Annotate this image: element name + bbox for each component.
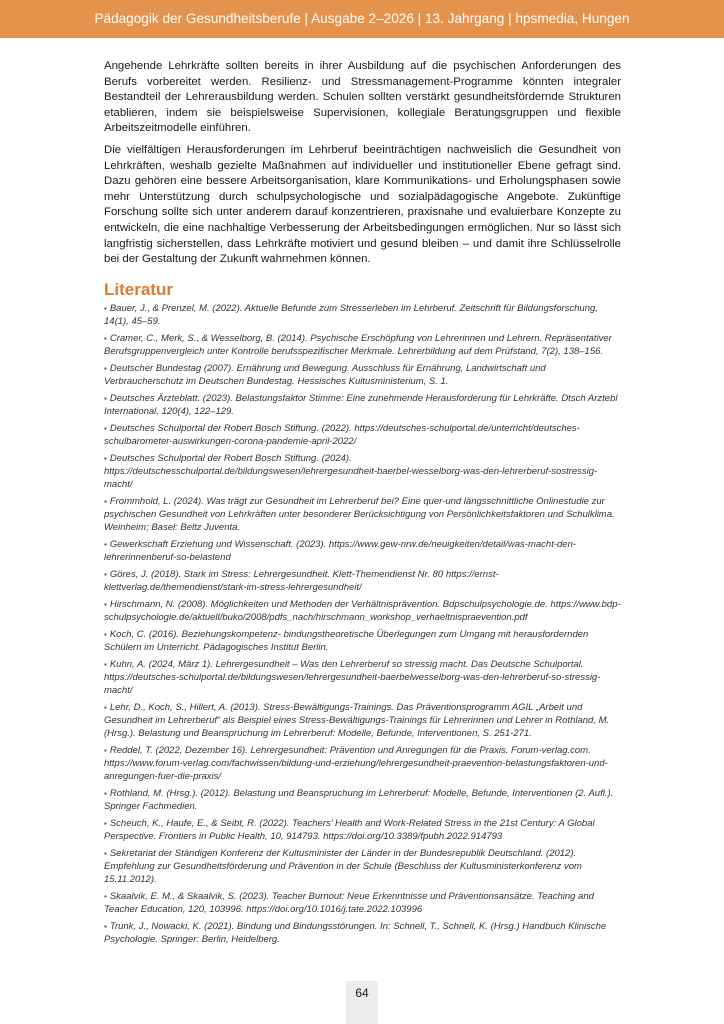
reference-item	[104, 788, 621, 814]
reference-item	[104, 745, 621, 783]
bullet-icon: ▪	[104, 922, 107, 932]
bullet-icon: ▪	[104, 539, 107, 549]
bullet-icon: ▪	[104, 497, 107, 507]
reference-text: Sekretariat der Ständigen Konferenz der Kultusminister der Länder in der Bundesrepublik Deutschland. (2012). Empfehlung zur Gesundheitsförderung und Prävention in der Schule (Beschluss der Kultusministerkonferenz vom 15.11.2012).	[104, 848, 582, 885]
literature-heading: Literatur	[104, 279, 173, 299]
reference-text: Reddel, T. (2022, Dezember 16). Lehrergesundheit: Prävention und Anregungen für die Praxis. Forum-verlag.com. https://www.forum-verlag.com/fachwissen/bildung-und-erziehung/lehrergesundheit-praevention-belastungsfaktoren-und-anregungen-fuer-die-praxis/	[104, 745, 608, 782]
body-paragraph: Die vielfältigen Herausforderungen im Lehrberuf beeinträchtigen nachweislich die Gesundheit von Lehrkräften, weshalb gezielte Maßnahmen auf individueller und institutioneller Ebene gefragt sind. Dazu gehören eine bessere Arbeitsorganisation, klare Kommunikations- und Erholungsphasen sowie mehr Unterstützung durch schulpsychologische und sozialpädagogische Angebote. Zukünftige Forschung sollte sich unter anderem darauf konzentrieren, praxisnahe und evaluierbare Konzepte zu entwickeln, die eine nachhaltige Verbesserung der Arbeitsbedingungen ermöglichen. Nur so lässt sich langfristig sicherstellen, dass Lehrkräfte motiviert und gesund bleiben – und damit ihre Schlüsselrolle bei der Gestaltung der Zukunft wahrnehmen können.	[104, 143, 621, 266]
bullet-icon: ▪	[104, 819, 107, 829]
reference-text: Deutscher Bundestag (2007). Ernährung und Bewegung. Ausschluss für Ernährung, Landwirtschaft und Verbraucherschutz im Deutschen Bundestag. Hessisches Kultusministerium, S. 1.	[104, 362, 546, 387]
reference-item	[104, 333, 621, 359]
journal-header-text: Pädagogik der Gesundheitsberufe | Ausgabe 2–2026 | 13. Jahrgang | hpsmedia, Hungen	[94, 11, 630, 26]
bullet-icon: ▪	[104, 363, 107, 373]
reference-item	[104, 848, 621, 886]
body-paragraph: Angehende Lehrkräfte sollten bereits in ihrer Ausbildung auf die psychischen Anforderungen des Berufs vorbereitet werden. Resilienz- und Stressmanagement-Programme könnten integraler Bestandteil der Lehrerausbildung werden. Schulen sollten verstärkt gesundheitsfördernde Strukturen etablieren, indem sie beispielsweise Supervisionen, kollegiale Beratungsgruppen und flexible Arbeitszeitmodelle einführen.	[104, 60, 621, 135]
page-number-box	[346, 981, 378, 1024]
reference-item	[104, 423, 621, 449]
reference-item	[104, 599, 621, 625]
bullet-icon: ▪	[104, 849, 107, 859]
journal-header	[0, 0, 724, 38]
reference-text: Frommhold, L. (2024). Was trägt zur Gesundheit im Lehrerberuf bei? Eine quer-und längsschnittliche Onlinestudie zur psychischen Gesundheit von Lehrkräften unter besonderer Berücksichtigung von Persönlichkeitsfaktoren und Schulklima. Weinheim; Basel: Beltz Juventa.	[104, 496, 615, 533]
article-content	[104, 59, 621, 951]
page-number: 64	[355, 986, 369, 1000]
reference-item	[104, 921, 621, 947]
bullet-icon: ▪	[104, 789, 107, 799]
bullet-icon: ▪	[104, 333, 107, 343]
bullet-icon: ▪	[104, 746, 107, 756]
reference-text: Trunk, J., Nowacki, K. (2021). Bindung und Bindungsstörungen. In: Schnell, T., Schnell, K. (Hrsg.) Handbuch Klinische Psychologie. Springer: Berlin, Heidelberg.	[104, 921, 607, 945]
bullet-icon: ▪	[104, 394, 107, 403]
reference-text: Koch, C. (2016). Beziehungskompetenz- bindungstheoretische Überlegungen zum Umgang mit herausfordernden Schülern im Unterricht. Pädagogisches Institut Berlin.	[104, 629, 589, 654]
reference-item	[104, 303, 621, 329]
bullet-icon: ▪	[104, 660, 107, 670]
reference-item	[104, 539, 621, 565]
reference-list	[104, 303, 621, 947]
reference-text: Scheuch, K., Haufe, E., & Seibt, R. (2022). Teachers’ Health and Work-Related Stress in the 21st Century: A Global Perspective. Frontiers in Public Health, 10, 914793. https://doi.org/10.3389/fpubh.2022.914793	[104, 818, 595, 842]
reference-item	[104, 629, 621, 655]
reference-text: Bauer, J., & Prenzel, M. (2022). Aktuelle Befunde zum Stresserleben im Lehrberuf. Zeitschrift für Bildungsforschung, 14(1), 45–59.	[104, 302, 598, 327]
reference-item	[104, 363, 621, 389]
reference-item	[104, 453, 621, 491]
reference-item	[104, 818, 621, 844]
reference-item	[104, 569, 621, 595]
reference-text: Cramer, C., Merk, S., & Wesselborg, B. (2014). Psychische Erschöpfung von Lehrerinnen und Lehrern. Repräsentativer Berufsgruppenvergleich unter Kontrolle berufsspezifischer Merkmale. Lehrerbildung auf dem Prüfstand, 7(2), 138–156.	[104, 332, 612, 357]
reference-text: Hirschmann, N. (2008). Möglichkeiten und Methoden der Verhältnisprävention. Bdpschulpsychologie.de. https://www.bdp-schulpsychologie.de/aktuell/buko/2008/pdfs_nach/hirschmann_workshop_verhaeltnispraevention.pdf	[104, 599, 621, 623]
bullet-icon: ▪	[104, 303, 107, 313]
reference-text: Deutsches Ärzteblatt. (2023). Belastungsfaktor Stimme: Eine zunehmende Herausforderung für Lehrkräfte. Dtsch Arztebl International, 120(4), 122–129.	[104, 393, 618, 417]
reference-text: Deutsches Schulportal der Robert Bosch Stiftung. (2024). https://deutschesschulportal.de/bildungswesen/lehrergesundheit-baerbel-wesselborg-was-den-lehrerberuf-sostressig-macht/	[104, 453, 598, 490]
reference-item	[104, 659, 621, 697]
reference-item	[104, 702, 621, 740]
reference-text: Deutsches Schulportal der Robert Bosch Stiftung. (2022). https://deutsches-schulportal.de/unterricht/deutsches-schulbarometer-auswirkungen-corona-pandemie-april-2022/	[104, 423, 580, 447]
bullet-icon: ▪	[104, 454, 107, 464]
bullet-icon: ▪	[104, 892, 107, 902]
bullet-icon: ▪	[104, 424, 107, 434]
bullet-icon: ▪	[104, 570, 107, 580]
reference-text: Gewerkschaft Erziehung und Wissenschaft. (2023). https://www.gew-nrw.de/neuigkeiten/detail/was-macht-den-lehrerinnenberuf-so-belastend	[104, 538, 577, 563]
reference-text: Lehr, D., Koch, S., Hillert, A. (2013). Stress-Bewältigungs-Trainings. Das Präventionsprogramm AGIL „Arbeit und Gesundheit im Lehrerberuf“ als Beispiel eines Stress-Bewältigungs-Trainings für Lehrerinnen und Lehrer in Rothland, M. (Hrsg.). Belastung und Beanspruchung im Lehrerberuf: Modelle, Befunde, Interventionen, S. 251-271.	[104, 702, 610, 739]
reference-item	[104, 496, 621, 534]
bullet-icon: ▪	[104, 630, 107, 640]
reference-text: Kuhn, A. (2024, März 1). Lehrergesundheit – Was den Lehrerberuf so stressig macht. Das Deutsche Schulportal. https://deutsches-schulportal.de/bildungswesen/lehrergesundheit-baerbelwesselborg-was-den-lehrerberuf-so-stressig-macht/	[104, 659, 601, 696]
reference-item	[104, 393, 621, 419]
reference-text: Skaalvik, E. M., & Skaalvik, S. (2023). Teacher Burnout: Neue Erkenntnisse und Präventionsansätze. Teaching and Teacher Education, 120, 103996. https://doi.org/10.1016/j.tate.2022.103996	[104, 891, 594, 915]
reference-text: Rothland, M. (Hrsg.). (2012). Belastung und Beanspruchung im Lehrerberuf: Modelle, Befunde, Interventionen (2. Aufl.). Springer Fachmedien.	[104, 788, 614, 812]
reference-text: Göres, J. (2018). Stark im Stress: Lehrergesundheit. Klett-Themendienst Nr. 80 https://ernst-klettverlag.de/themendienst/stark-im-stress-lehrergesundheit/	[104, 569, 499, 593]
reference-item	[104, 891, 621, 917]
bullet-icon: ▪	[104, 703, 107, 713]
bullet-icon: ▪	[104, 600, 107, 610]
